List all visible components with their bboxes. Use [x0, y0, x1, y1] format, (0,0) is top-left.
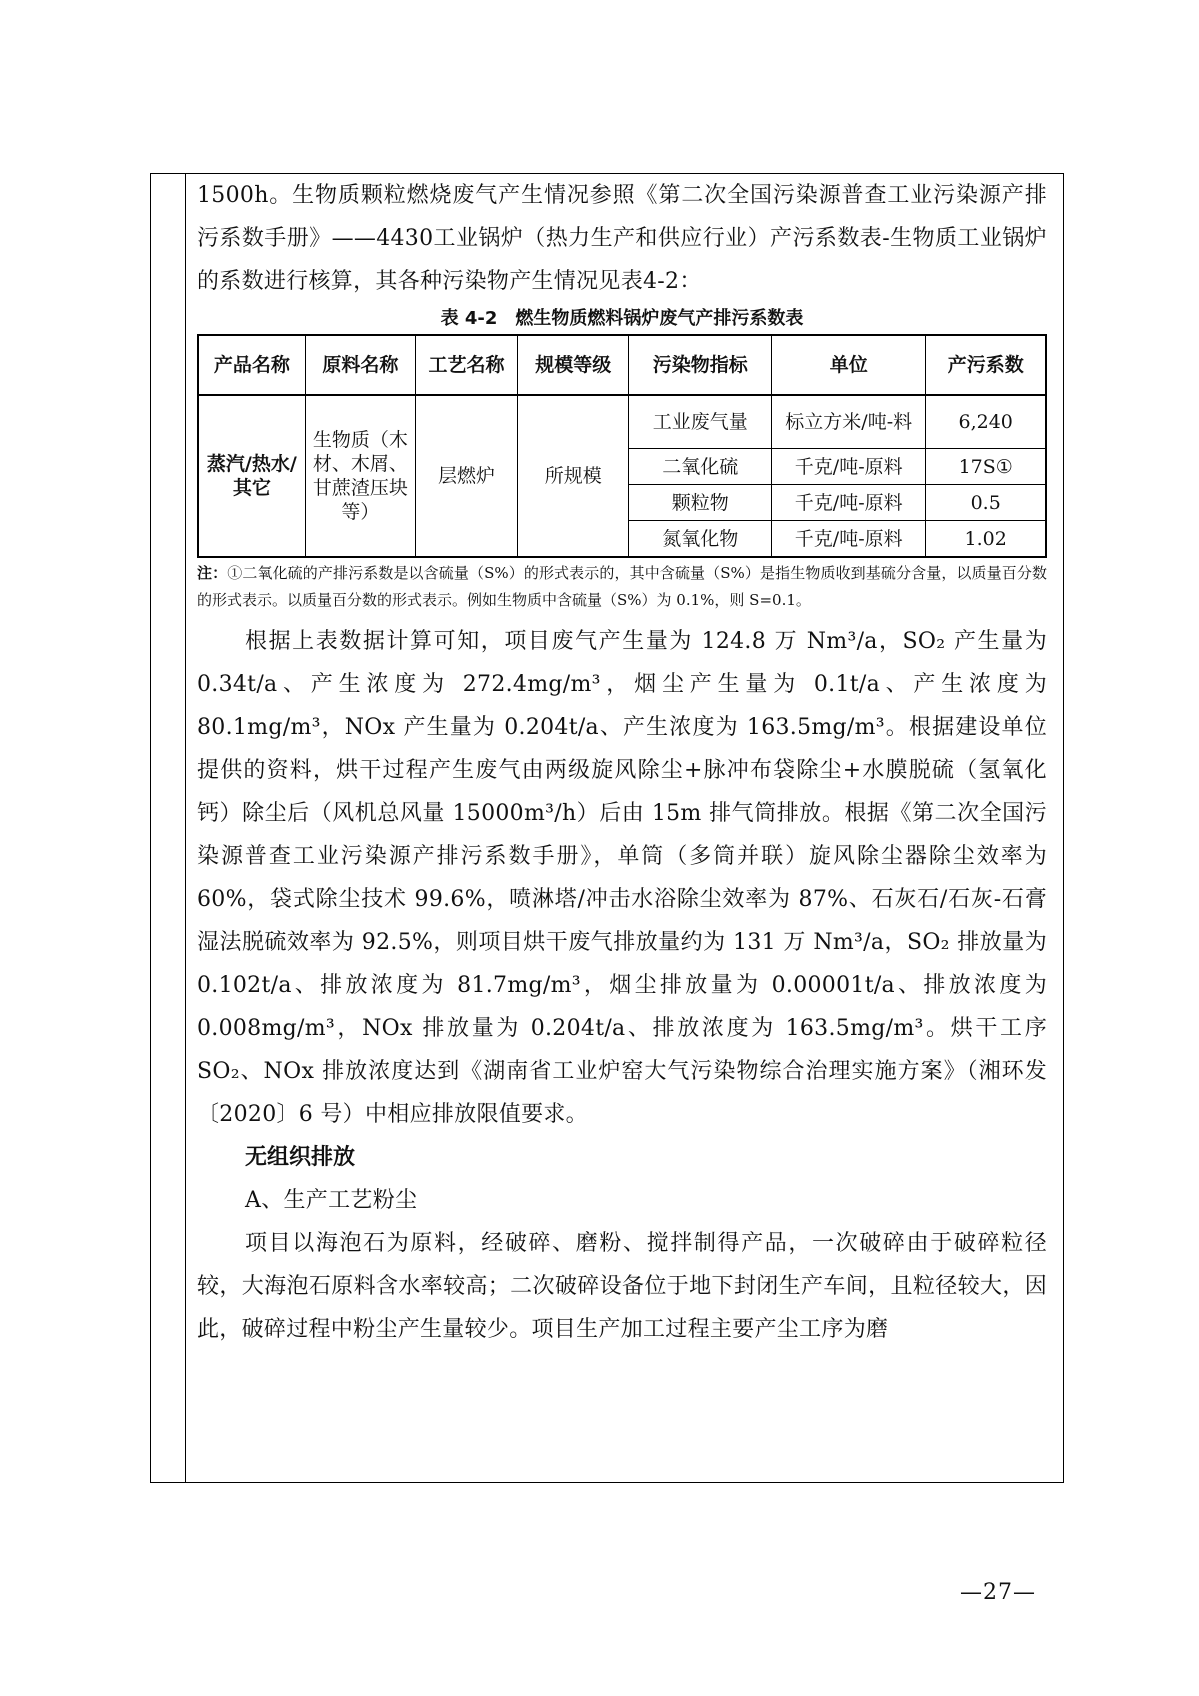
cell-factor: 1.02	[926, 521, 1046, 558]
header-factor: 产污系数	[926, 335, 1046, 395]
cell-unit: 千克/吨-原料	[772, 485, 926, 521]
cell-unit: 千克/吨-原料	[772, 521, 926, 558]
table-row	[198, 395, 1046, 449]
cell-material: 生物质（木材、木屑、甘蔗渣压块等）	[305, 395, 415, 557]
dust-paragraph: 项目以海泡石为原料，经破碎、磨粉、搅拌制得产品，一次破碎由于破碎粒径较，大海泡石原料含水率较高；二次破碎设备位于地下封闭生产车间，且粒径较大，因此，破碎过程中粉尘产生量较少。项目生产加工过程主要产尘工序为磨	[197, 1231, 1047, 1342]
cell-factor: 17S①	[926, 449, 1046, 485]
cell-pollutant: 二氧化硫	[629, 449, 772, 485]
cell-pollutant: 氮氧化物	[629, 521, 772, 558]
cell-unit: 千克/吨-原料	[772, 449, 926, 485]
cell-process: 层燃炉	[416, 395, 518, 557]
table-header-row	[198, 335, 1046, 395]
cell-factor: 6,240	[926, 395, 1046, 449]
cell-pollutant: 颗粒物	[629, 485, 772, 521]
intro-paragraph: 1500h。生物质颗粒燃烧废气产生情况参照《第二次全国污染源普查工业污染源产排污系数手册》——4430工业锅炉（热力生产和供应行业）产污系数表-生物质工业锅炉的系数进行核算，其各种污染物产生情况见表4-2：	[197, 183, 1047, 294]
section-heading: 无组织排放	[245, 1145, 356, 1170]
header-scale: 规模等级	[517, 335, 628, 395]
cell-unit: 标立方米/吨-料	[772, 395, 926, 449]
note-text: ①二氧化硫的产排污系数是以含硫量（S%）的形式表示的，其中含硫量（S%）是指生物质收到基硫分含量，以质量百分数的形式表示。以质量百分数的形式表示。例如生物质中含硫量（S%）为 0.1%，则 S=0.1。	[197, 564, 1047, 609]
header-pollutant: 污染物指标	[629, 335, 772, 395]
page-number: —27—	[960, 1580, 1036, 1605]
header-product: 产品名称	[198, 335, 305, 395]
frame-left-column-line	[185, 174, 186, 1482]
header-unit: 单位	[772, 335, 926, 395]
table-note	[197, 560, 1047, 614]
cell-scale: 所规模	[517, 395, 628, 557]
cell-product: 蒸汽/热水/其它	[198, 395, 305, 557]
table-caption: 表 4-2 燃生物质燃料锅炉废气产排污系数表	[440, 308, 804, 329]
cell-pollutant: 工业废气量	[629, 395, 772, 449]
page-content	[197, 173, 1047, 1351]
cell-factor: 0.5	[926, 485, 1046, 521]
header-process: 工艺名称	[416, 335, 518, 395]
note-label: 注：	[197, 564, 228, 582]
subsection-heading: A、生产工艺粉尘	[245, 1188, 418, 1213]
emission-factor-table	[197, 334, 1047, 558]
calculation-paragraph: 根据上表数据计算可知，项目废气产生量为 124.8 万 Nm³/a，SO₂ 产生量为 0.34t/a、产生浓度为 272.4mg/m³，烟尘产生量为 0.1t/a、产生浓度为 80.1mg/m³，NOx 产生量为 0.204t/a、产生浓度为 163.5mg/m³。根据建设单位提供的资料，烘干过程产生废气由两级旋风除尘+脉冲布袋除尘+水膜脱硫（氢氧化钙）除尘后（风机总风量 15000m³/h）后由 15m 排气筒排放。根据《第二次全国污染源普查工业污染源产排污系数手册》，单筒（多筒并联）旋风除尘器除尘效率为 60%，袋式除尘技术 99.6%，喷淋塔/冲击水浴除尘效率为 87%、石灰石/石灰-石膏湿法脱硫效率为 92.5%，则项目烘干废气排放量约为 131 万 Nm³/a，SO₂ 排放量为 0.102t/a、排放浓度为 81.7mg/m³，烟尘排放量为 0.00001t/a、排放浓度为 0.008mg/m³，NOx 排放量为 0.204t/a、排放浓度为 163.5mg/m³。烘干工序 SO₂、NOx 排放浓度达到《湖南省工业炉窑大气污染物综合治理实施方案》（湘环发〔2020〕6 号）中相应排放限值要求。	[197, 629, 1047, 1127]
header-material: 原料名称	[305, 335, 415, 395]
